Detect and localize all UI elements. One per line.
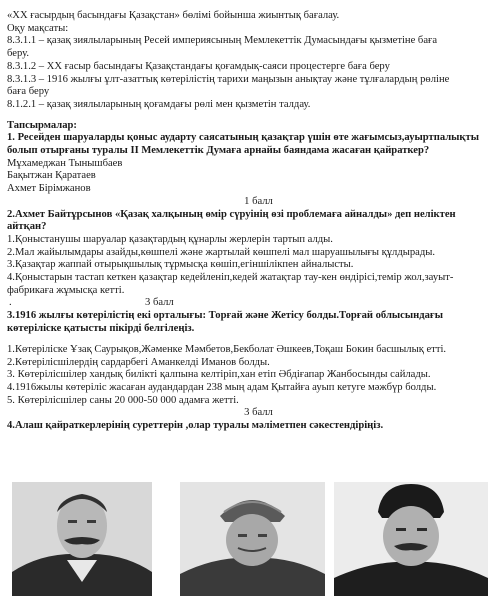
task1-question: 1. Ресейден шаруаларды қоныс аударту саясатының қазақтар үшін өте жағымсыз,ауыртпалықты болып отырғаны туралы ІІ Мемлекеттік Думаға арнайы баяндама жасаған қайраткер? [7,132,480,157]
task3-answer: 2.Көтерілісшілердің сардарбегі Аманкелді Иманов болды. [7,356,270,368]
document-page [7,10,495,433]
task2-answer: 2.Мал жайылымдары азайды,көшпелі және жартылай көшпелі мал шаруашылығы құлдырады. [7,246,435,258]
task2-answer: 1.Қоныстанушы шаруалар қазақтардың құнарлы жерлерін тартып алды. [7,233,333,245]
task3-answer: 4.1916жылы көтеріліс жасаған аудандардан 238 мың адам Қытайға ауып кетуге мәжбүр болды. [7,381,437,393]
task4-question: 4.Алаш қайраткерлерінің суреттерін ,олар туралы мәліметпен сәкестендіріңіз. [7,420,384,432]
task1-option: Мұхамеджан Тынышбаев [7,157,123,169]
portrait-photo-1 [12,482,152,596]
task1-score: 1 балл [244,195,273,207]
section-title: «ХХ ғасырдың басындағы Қазақстан» бөлімі бойынша жиынтық бағалау. [7,10,340,21]
task2-score: 3 балл [145,297,174,309]
goals-title: Оқу мақсаты: [7,22,69,34]
task1-option: Бақытжан Қаратаев [7,170,96,182]
task3-answer: 3. Көтерілісшілер хандық билікті қалпына келтіріп,хан етіп Әбдіғапар Жанбосынды сайлады. [7,369,431,381]
goal-line: беру. [7,48,29,60]
task3-answer: 5. Көтерілісшілер саны 20 000-50 000 адамға жетті. [7,394,239,406]
goal-line: 8.3.1.2 – ХХ ғасыр басындағы Қазақстандағы қоғамдық-саяси процестерге баға беру [7,60,390,72]
task2-answer: 4.Қоныстарын тастап кеткен қазақтар кедейленіп,кедей жатақтар тау-кен өндірісі,темір жол,зауыт-фабрикаға жұмысқа кетті. [7,272,454,296]
task1-option: Ахмет Бірімжанов [7,183,91,195]
goal-line: 8.3.1.3 – 1916 жылғы ұлт-азаттық көтерілістің тарихи маңызын анықтау және тұлғалардың рөліне [7,73,450,85]
goal-line: баға беру [7,86,50,98]
goal-line: 8.3.1.1 – қазақ зиялыларының Ресей империясының Мемлекеттік Думасындағы қызметіне баға [7,35,438,47]
tasks-title: Тапсырмалар: [7,119,77,131]
task2-question: 2.Ахмет Байтұрсынов «Қазақ халқының өмір сүруінің өзі проблемаға айналды» деп неліктен айтқан? [7,208,456,233]
task2-answer: 3.Қазақтар жаппай отырықшылық тұрмысқа көшіп,егіншілікпен айналысты. [7,259,354,271]
task2-dot: . [9,297,12,309]
goal-line: 8.1.2.1 – қазақ зиялыларының қоғамдағы рөлі мен қызметін талдау. [7,98,311,110]
task3-question: 3.1916 жылғы көтерілістің екі орталығы: Торғай және Жетісу болды.Торғай облысындағы көтеріліске қатысты пікірді белгілеңіз. [7,310,443,335]
task3-score: 3 балл [244,407,273,419]
portrait-photo-3 [334,482,488,596]
task3-answer: 1.Көтеріліске Ұзақ Саурықов,Жәменке Мәмбетов,Бекболат Әшкеев,Тоқаш Бокин басшылық етті. [7,343,447,355]
portrait-gallery [12,482,488,596]
portrait-photo-2 [180,482,325,596]
